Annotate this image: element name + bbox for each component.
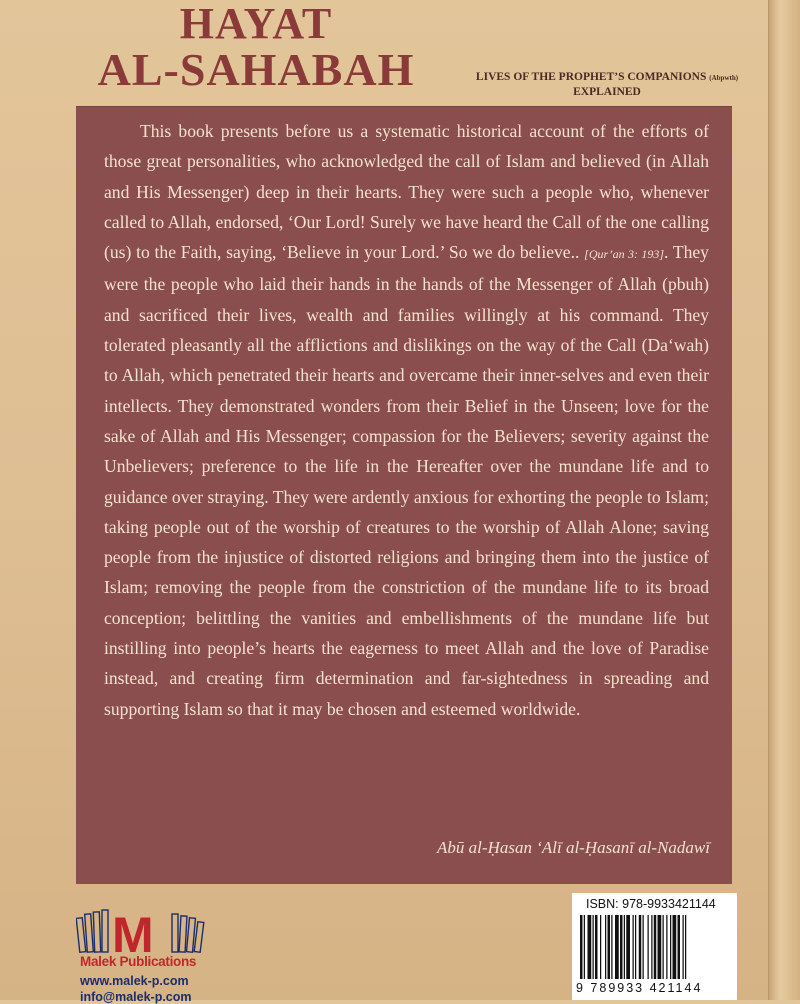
quran-reference: [Qur’an 3: 193] bbox=[584, 247, 664, 262]
title-line-1: HAYAT bbox=[179, 0, 333, 48]
barcode-number: 9 789933 421144 bbox=[576, 981, 703, 995]
blurb-part-1: This book presents before us a systematic historical account of the efforts of those great personalities, who acknowledged the call of Islam and believed (in Allah and His Messenger) deep in their hearts. They were such a people who, whenever called to Allah, endorsed, ‘Our Lord! Surely we have heard the Call of the one calling (us) to the Faith, saying, ‘Believe in your Lord.’ So we do believe.. bbox=[104, 121, 709, 263]
book-spine-edge bbox=[768, 0, 800, 1000]
publisher-name bbox=[80, 954, 230, 969]
title-line-2: AL-SAHABAH bbox=[97, 44, 415, 95]
logo-letter: M bbox=[112, 907, 154, 956]
book-title bbox=[86, 0, 426, 94]
author-name: Abū al-Ḥasan ‘Alī al-Ḥasanī al-Nadawī bbox=[437, 838, 710, 857]
blurb-text bbox=[104, 116, 709, 724]
books-logo-icon bbox=[76, 904, 216, 956]
subtitle-main: LIVES OF THE PROPHET’S COMPANIONS bbox=[475, 71, 707, 83]
book-subtitle bbox=[452, 70, 762, 99]
publisher-name-text: Malek Publications bbox=[80, 954, 197, 969]
publisher-website[interactable]: www.malek-p.com bbox=[80, 974, 189, 988]
subtitle-honorific: (Abpwth) bbox=[709, 74, 739, 82]
isbn-barcode bbox=[572, 893, 737, 1000]
subtitle-line-2: EXPLAINED bbox=[573, 86, 641, 98]
barcode-icon bbox=[578, 915, 730, 979]
publisher-email[interactable]: info@malek-p.com bbox=[80, 990, 192, 1004]
blurb-part-2: . They were the people who laid their hands in the hands of the Messenger of Allah (pbuh) and sacrificed their lives, wealth and families willingly at his command. They tolerated pleasantly all the afflictions and dislikings on the way of the Call (Da‘wah) to Allah, which penetrated their hearts and overcame their inner-selves and even their intellects. They demonstrated wonders from their Belief in the Unseen; love for the sake of Allah and His Messenger; compassion for the Believers; severity against the Unbelievers; preference to the life in the Hereafter over the mundane life and to guidance over straying. They were ardently anxious for exhorting the people to Islam; taking people out of the worship of creatures to the worship of Allah Alone; saving people from the injustice of distorted religions and bringing them into the justice of Islam; removing the people from the constriction of the mundane life to its broad conception; belittling the vanities and embellishments of the mundane life but instilling into people’s hearts the eagerness to meet Allah and the love of Paradise instead, and creating firm determination and far-sightedness in spreading and supporting Islam so that it may be chosen and esteemed worldwide. bbox=[104, 242, 710, 719]
isbn-label: ISBN: 978-9933421144 bbox=[586, 897, 716, 911]
